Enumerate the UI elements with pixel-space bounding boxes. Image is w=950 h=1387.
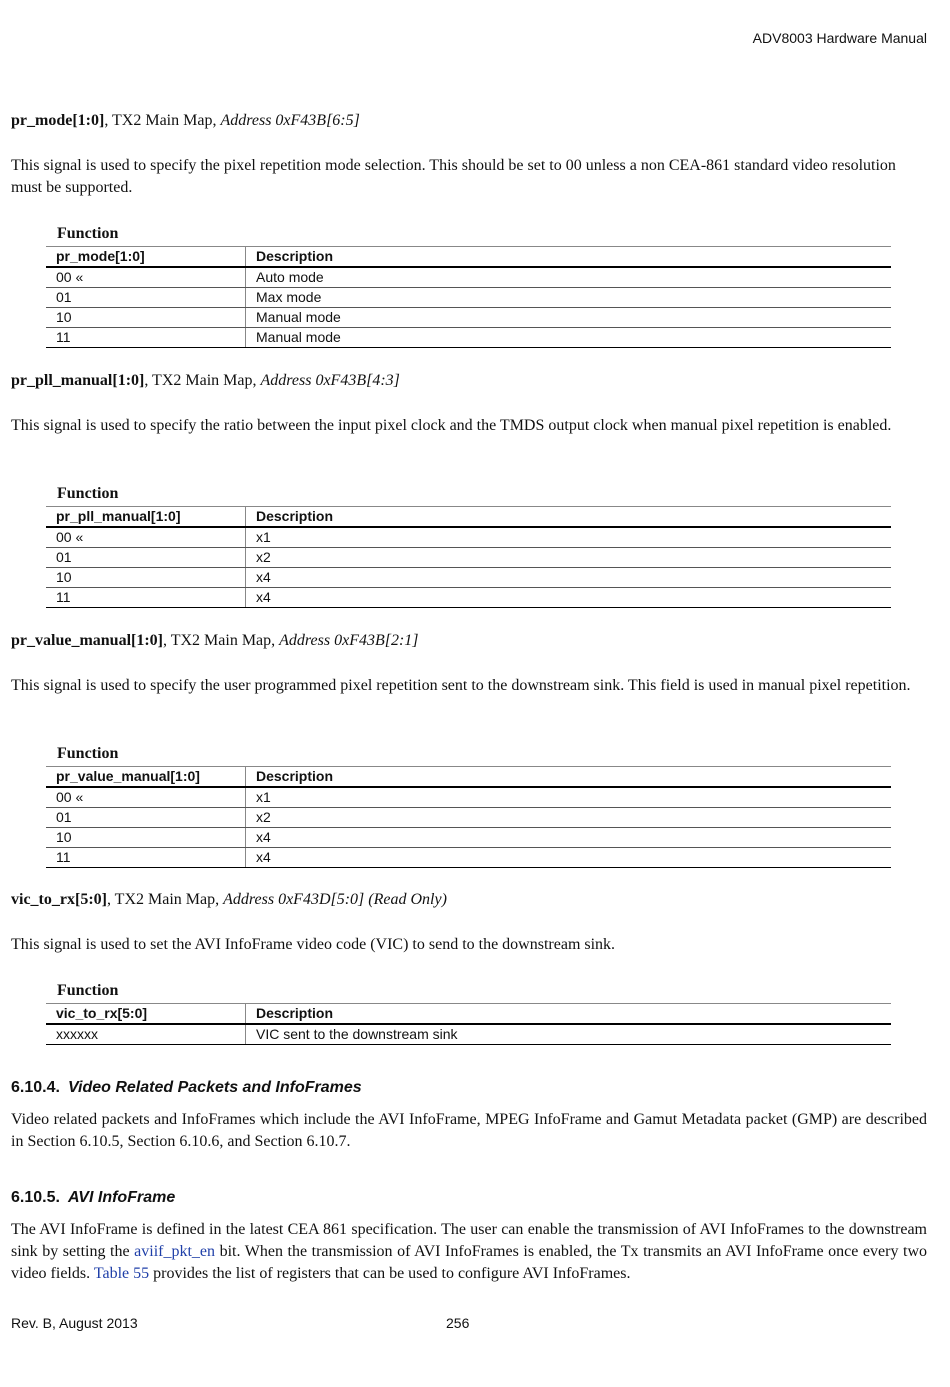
table-cell-description: x4 (246, 568, 892, 588)
section-title: Video Related Packets and InfoFrames (67, 1079, 362, 1096)
table-cell-value: 01 (46, 808, 246, 828)
register-table (46, 1003, 891, 1045)
table-row (46, 548, 891, 568)
footer-revision: Rev. B, August 2013 (11, 1315, 138, 1331)
footer-page-number: 256 (446, 1315, 470, 1331)
table-header-description: Description (246, 1004, 892, 1025)
table-cell-description: Max mode (246, 288, 892, 308)
table-cell-value: 00 « (46, 527, 246, 548)
function-label: Function (57, 225, 119, 242)
section-title: AVI InfoFrame (67, 1189, 176, 1206)
table-cell-description: Manual mode (246, 328, 892, 348)
table-header-field: pr_value_manual[1:0] (46, 767, 246, 788)
register-bits: [1:0] (112, 372, 145, 389)
table-row (46, 328, 891, 348)
register-map: , TX2 Main Map, (104, 112, 221, 129)
table-reference-link[interactable]: Table 55 (93, 1265, 150, 1282)
table-cell-description: x4 (246, 588, 892, 608)
table-cell-value: 01 (46, 548, 246, 568)
table-cell-description: x4 (246, 828, 892, 848)
table-cell-description: x4 (246, 848, 892, 868)
table-cell-description: Auto mode (246, 267, 892, 288)
table-cell-description: x1 (246, 787, 892, 808)
table-cell-value: 00 « (46, 267, 246, 288)
table-row (46, 588, 891, 608)
table-row (46, 828, 891, 848)
section-body (11, 1219, 927, 1285)
table-header-row (46, 507, 891, 528)
table-row (46, 527, 891, 548)
register-link[interactable]: aviif_pkt_en (134, 1243, 216, 1260)
register-title (11, 112, 360, 130)
register-address: Address 0xF43B[2:1] (279, 632, 419, 649)
register-description: This signal is used to specify the user programmed pixel repetition sent to the downstream sink. This field is used in manual pixel repetition. (11, 677, 911, 694)
table-header-description: Description (246, 507, 892, 528)
register-name: vic_to_rx (11, 891, 75, 908)
register-description: This signal is used to specify the ratio between the input pixel clock and the TMDS output clock when manual pixel repetition is enabled. (11, 417, 892, 434)
function-label: Function (57, 982, 119, 999)
register-address: Address 0xF43D[5:0] (Read Only) (223, 891, 447, 908)
table-cell-value: 10 (46, 828, 246, 848)
register-map: , TX2 Main Map, (163, 632, 280, 649)
document-header-title: ADV8003 Hardware Manual (752, 30, 927, 46)
table-header-row (46, 1004, 891, 1025)
table-cell-description: x2 (246, 808, 892, 828)
register-bits: [5:0] (74, 891, 107, 908)
function-label: Function (57, 485, 119, 502)
table-cell-value: 11 (46, 848, 246, 868)
table-row (46, 1024, 891, 1045)
table-cell-value: 11 (46, 328, 246, 348)
section-number: 6.10.5. (11, 1189, 60, 1206)
register-table (46, 506, 891, 608)
section-number: 6.10.4. (11, 1079, 60, 1096)
function-label: Function (57, 745, 119, 762)
table-header-row (46, 767, 891, 788)
table-row (46, 308, 891, 328)
table-cell-description: Manual mode (246, 308, 892, 328)
table-cell-description: VIC sent to the downstream sink (246, 1024, 892, 1045)
section-heading (11, 1079, 362, 1097)
register-bits: [1:0] (131, 632, 163, 649)
register-table (46, 246, 891, 348)
table-cell-value: 01 (46, 288, 246, 308)
table-header-description: Description (246, 247, 892, 268)
register-name: pr_mode (11, 112, 73, 129)
register-name: pr_pll_manual (11, 372, 113, 389)
section-heading (11, 1189, 175, 1207)
table-cell-description: x2 (246, 548, 892, 568)
register-description: This signal is used to set the AVI InfoFrame video code (VIC) to send to the downstream sink. (11, 936, 616, 953)
table-cell-description: x1 (246, 527, 892, 548)
register-description: This signal is used to specify the pixel repetition mode selection. This should be set to 00 unless a non CEA-861 standard video resolution must be supported. (11, 157, 896, 196)
table-header-field: pr_pll_manual[1:0] (46, 507, 246, 528)
table-row (46, 808, 891, 828)
table-cell-value: 10 (46, 308, 246, 328)
register-title (11, 372, 400, 390)
body-text: The AVI InfoFrame is defined in the latest CEA 861 specification. The user can enable the transmission of AVI InfoFrames to the downstream sink by setting the (11, 1221, 927, 1260)
table-row (46, 267, 891, 288)
register-title (11, 891, 447, 909)
body-text: provides the list of registers that can be used to configure AVI InfoFrames. (149, 1265, 631, 1282)
body-text: bit. When the transmission of AVI InfoFrames is enabled, the Tx transmits an AVI InfoFrame once every two video fields. (11, 1243, 928, 1282)
table-row (46, 568, 891, 588)
table-row (46, 848, 891, 868)
register-address: Address 0xF43B[6:5] (220, 112, 360, 129)
register-title (11, 632, 419, 650)
register-map: , TX2 Main Map, (106, 891, 224, 908)
register-address: Address 0xF43B[4:3] (260, 372, 400, 389)
section-body: Video related packets and InfoFrames which include the AVI InfoFrame, MPEG InfoFrame and Gamut Metadata packet (GMP) are described in Section 6.10.5, Section 6.10.6, and Section 6.10.7. (11, 1111, 927, 1150)
table-row (46, 787, 891, 808)
table-cell-value: 11 (46, 588, 246, 608)
table-row (46, 288, 891, 308)
register-map: , TX2 Main Map, (144, 372, 261, 389)
table-cell-value: xxxxxx (46, 1024, 246, 1045)
table-header-description: Description (246, 767, 892, 788)
table-cell-value: 10 (46, 568, 246, 588)
register-table (46, 766, 891, 868)
table-header-row (46, 247, 891, 268)
table-header-field: pr_mode[1:0] (46, 247, 246, 268)
register-name: pr_value_manual (11, 632, 132, 649)
table-cell-value: 00 « (46, 787, 246, 808)
register-bits: [1:0] (72, 112, 105, 129)
table-header-field: vic_to_rx[5:0] (46, 1004, 246, 1025)
